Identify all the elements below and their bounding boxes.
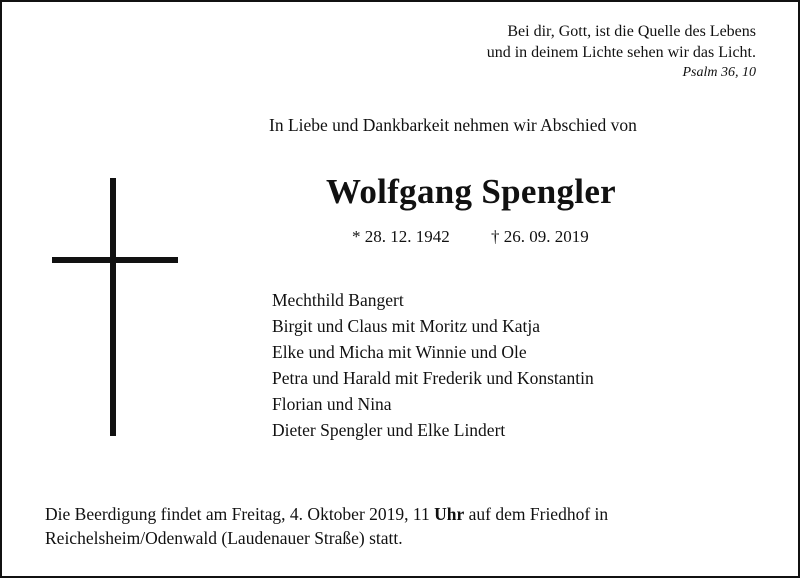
list-item: Elke und Micha mit Winnie und Ole bbox=[272, 342, 527, 362]
intro-text: In Liebe und Dankbarkeit nehmen wir Abschied von bbox=[269, 115, 637, 135]
mourners-list bbox=[272, 287, 594, 443]
cross-vertical-bar bbox=[110, 178, 116, 436]
funeral-line-1 bbox=[45, 502, 765, 526]
cross-icon bbox=[52, 178, 178, 436]
verse-reference: Psalm 36, 10 bbox=[682, 65, 756, 80]
funeral-text-start: Die Beerdigung findet am Freitag, 4. Oktober 2019, 11 bbox=[45, 504, 435, 524]
list-item: Florian und Nina bbox=[272, 394, 392, 414]
funeral-text-bold: Uhr bbox=[434, 504, 465, 524]
list-item: Mechthild Bangert bbox=[272, 290, 404, 310]
verse-line-2: und in deinem Lichte sehen wir das Licht. bbox=[486, 44, 756, 61]
deceased-name: Wolfgang Spengler bbox=[326, 172, 616, 211]
funeral-line-2: Reichelsheim/Odenwald (Laudenauer Straße) statt. bbox=[45, 528, 403, 548]
bible-verse bbox=[487, 21, 756, 82]
list-item: Birgit und Claus mit Moritz und Katja bbox=[272, 316, 540, 336]
verse-line-1: Bei dir, Gott, ist die Quelle des Lebens bbox=[507, 23, 756, 40]
cross-horizontal-bar bbox=[52, 257, 178, 263]
funeral-text-end: auf dem Friedhof in bbox=[464, 504, 609, 524]
list-item: Dieter Spengler und Elke Lindert bbox=[272, 420, 506, 440]
funeral-info bbox=[45, 502, 765, 550]
death-date: † 26. 09. 2019 bbox=[491, 227, 589, 246]
birth-date: * 28. 12. 1942 bbox=[352, 227, 450, 246]
list-item: Petra und Harald mit Frederik und Konstantin bbox=[272, 368, 594, 388]
